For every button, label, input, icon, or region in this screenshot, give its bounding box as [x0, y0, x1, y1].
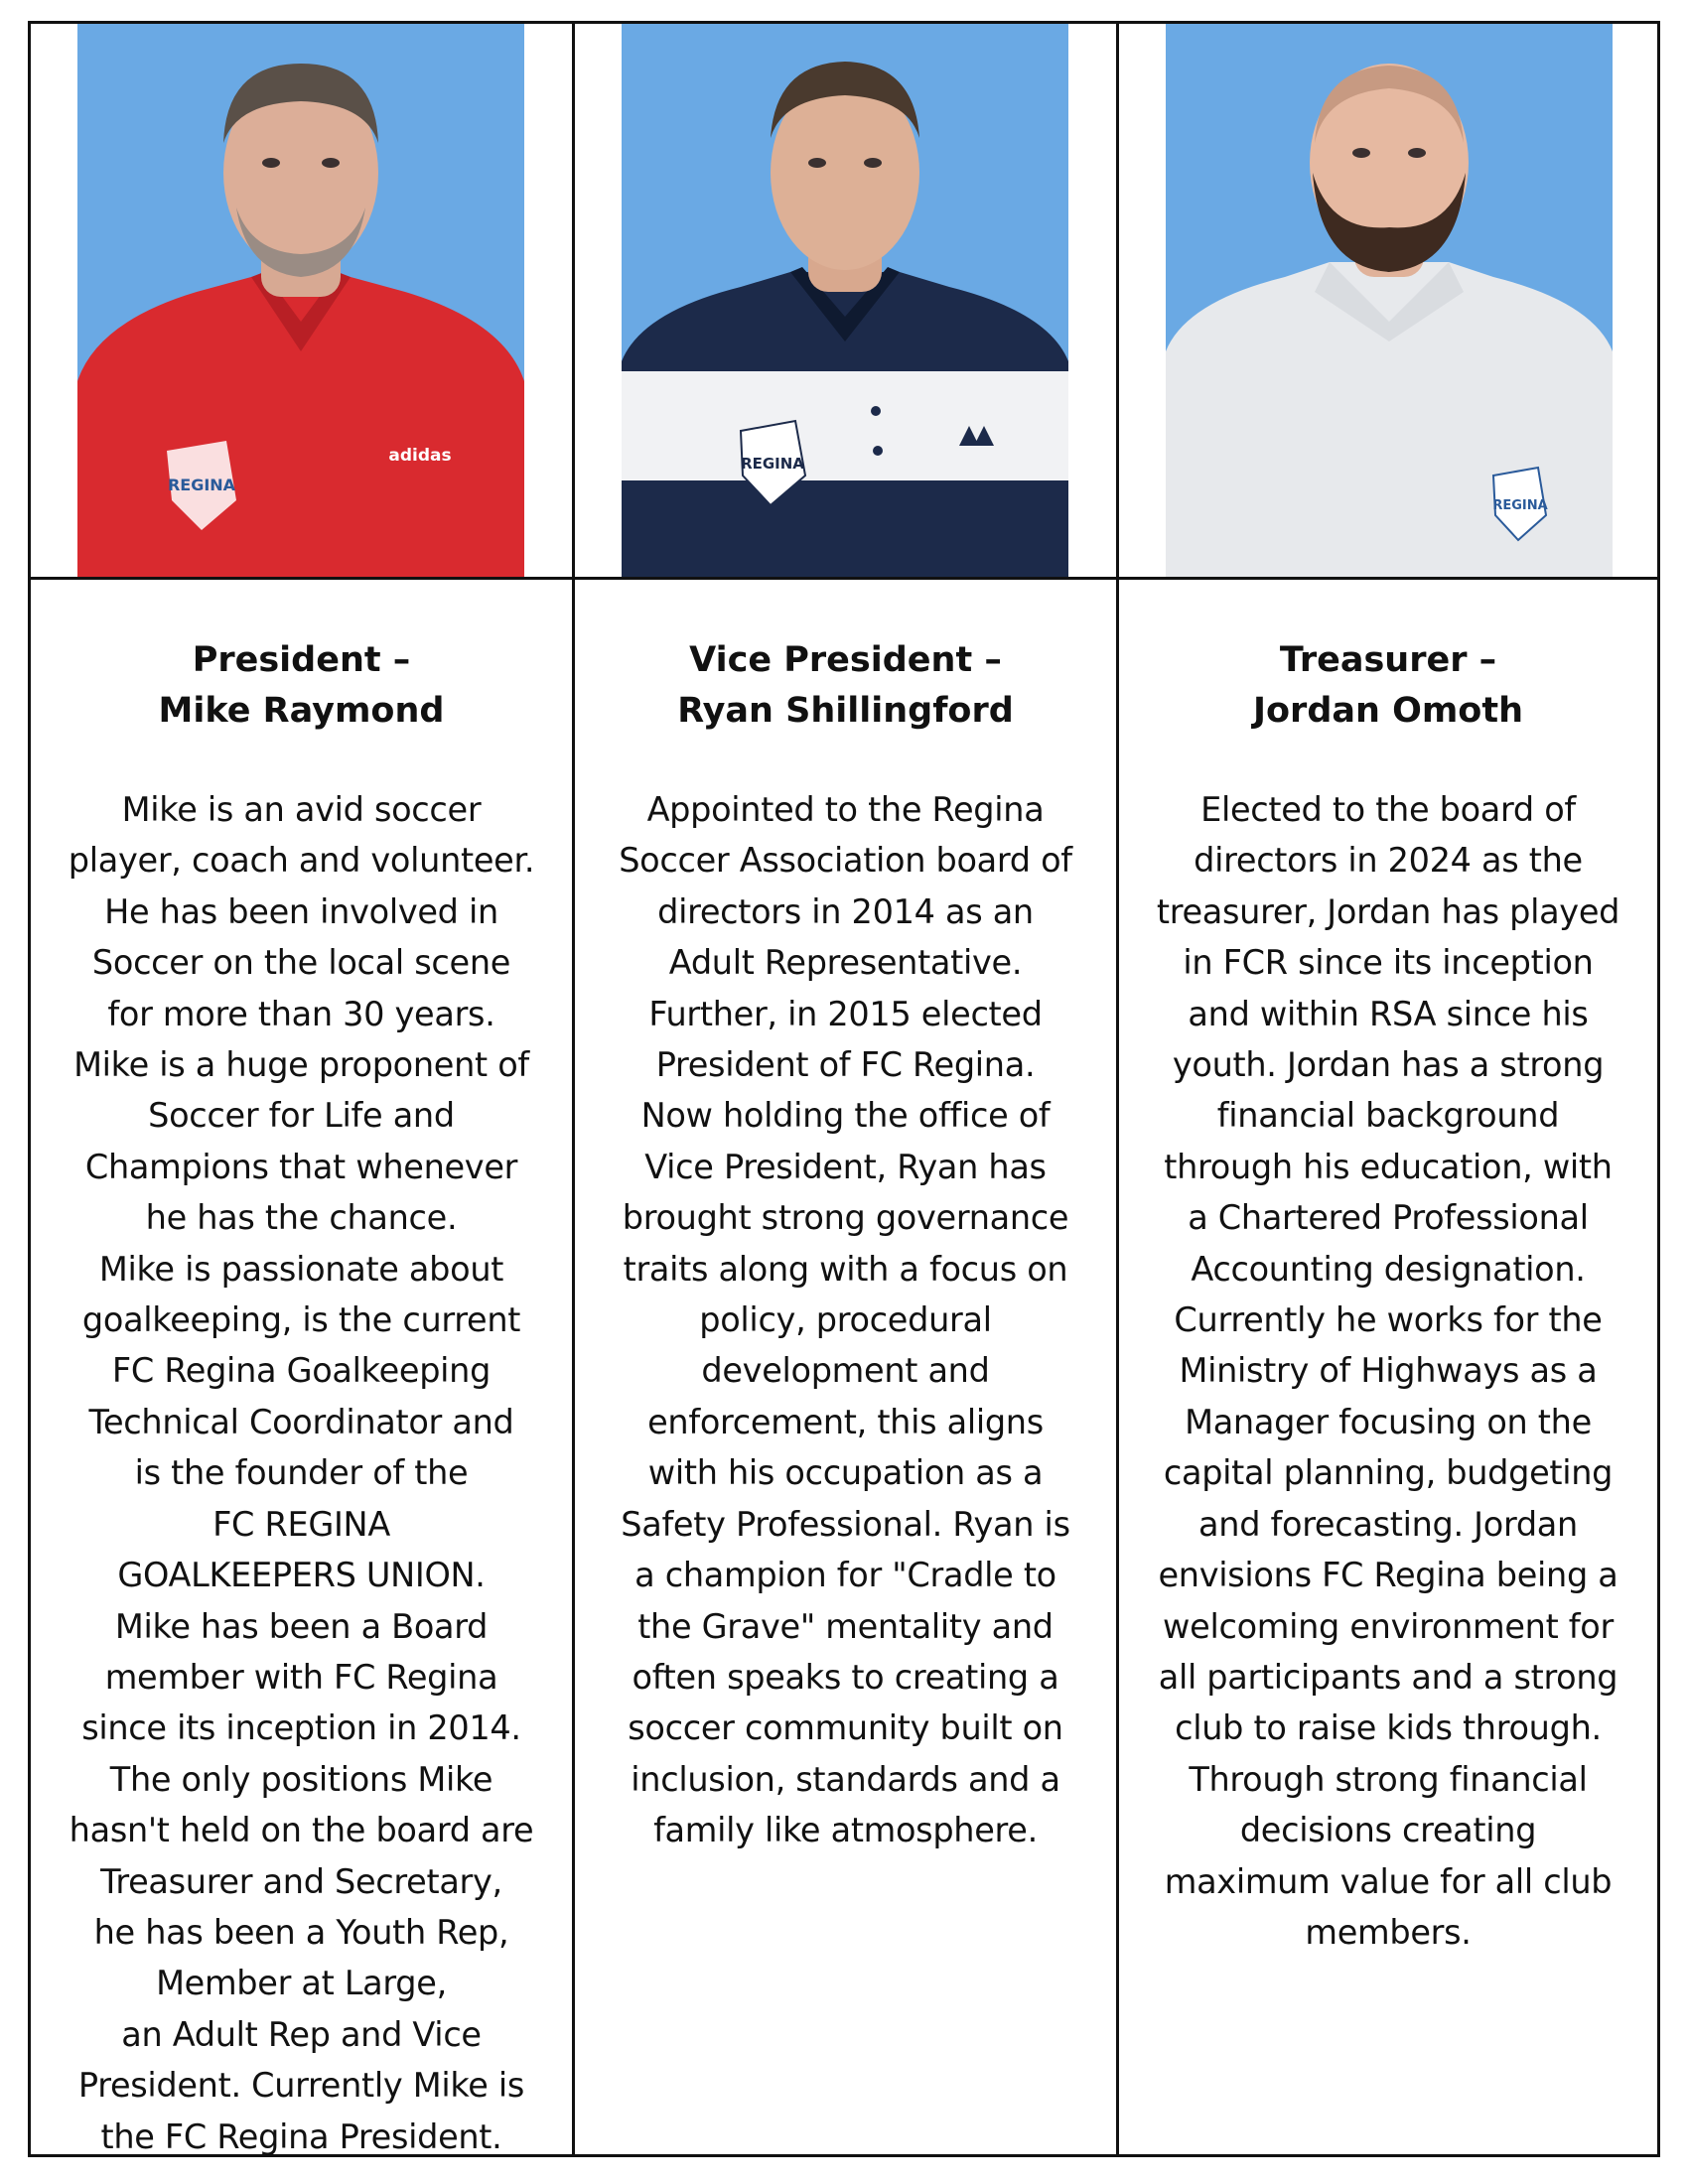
treasurer-heading: [1119, 635, 1657, 737]
vice-president-heading: [575, 635, 1116, 737]
bio-row: [31, 580, 1657, 2154]
shirt-brand-text: adidas: [388, 446, 452, 466]
president-heading: [31, 635, 572, 737]
role-title: Vice President –: [689, 640, 1002, 680]
crest-text: REGINA: [1492, 498, 1548, 513]
crest-text: REGINA: [167, 476, 236, 494]
treasurer-bio-cell: [1119, 580, 1657, 2154]
vice-president-photo: [622, 24, 1068, 577]
column-divider: [572, 24, 575, 577]
member-name: Mike Raymond: [158, 691, 445, 731]
treasurer-bio-text: Elected to the board of directors in 2024 as the treasurer, Jordan has played in FCR since its inception and within RSA since his youth. Jordan has a strong financial background through his education, with a Chartered Professional Accounting designation. Currently he works for the Ministry of Highways as a Manager focusing on the capital planning, budgeting and forecasting. Jordan envisions FC Regina being a welcoming environment for all participants and a strong club to raise kids through. Through strong financial decisions creating maximum value for all club members.: [1156, 790, 1620, 1952]
role-title: President –: [192, 640, 411, 680]
photo-row: [31, 24, 1657, 580]
member-name: Ryan Shillingford: [677, 691, 1014, 731]
vice-president-bio-cell: [575, 580, 1116, 2154]
column-divider: [1116, 24, 1119, 577]
president-bio-cell: [31, 580, 572, 2154]
role-title: Treasurer –: [1279, 640, 1497, 680]
president-bio-text: Mike is an avid soccer player, coach and volunteer. He has been involved in Soccer on the local scene for more than 30 years. Mike is a huge proponent of Soccer for Life and Champions that whenever he has the chance. Mike is passionate about goalkeeping, is the current FC Regina Goalkeeping Technical Coordinator and is the founder of the FC REGINA GOALKEEPERS UNION. Mike has been a Board member with FC Regina since its inception in 2014. The only positions Mike hasn't held on the board are Treasurer and Secretary, he has been a Youth Rep, Member at Large, an Adult Rep and Vice President. Currently Mike is the FC Regina President.: [68, 790, 535, 2156]
vice-president-bio-text: Appointed to the Regina Soccer Association board of directors in 2014 as an Adult Representative. Further, in 2015 elected President of FC Regina. Now holding the office of Vice President, Ryan has brought strong governance traits along with a focus on policy, procedural development and enforcement, this aligns with his occupation as a Safety Professional. Ryan is a champion for "Cradle to the Grave" mentality and often speaks to creating a soccer community built on inclusion, standards and a family like atmosphere.: [619, 790, 1072, 1850]
treasurer-photo: [1166, 24, 1613, 577]
member-name: Jordan Omoth: [1252, 691, 1524, 731]
president-photo: [77, 24, 524, 577]
crest-text: REGINA: [741, 455, 804, 473]
board-members-table: [28, 21, 1660, 2157]
